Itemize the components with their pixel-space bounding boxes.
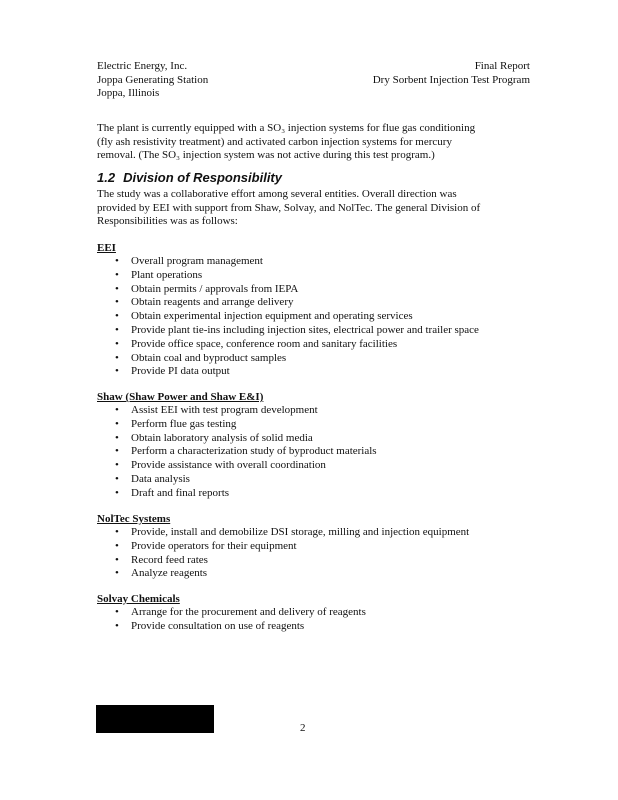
intro-paragraph [97, 122, 537, 163]
group-shaw [97, 390, 377, 501]
section-title-text: Division of Responsibility [123, 170, 282, 185]
station-name: Joppa Generating Station [97, 73, 209, 86]
list-item: • Provide assistance with overall coordination [97, 459, 377, 473]
section-intro [97, 188, 480, 229]
report-type: Final Report [474, 60, 530, 72]
page-number: 2 [300, 722, 306, 734]
list-item: • Plant operations [97, 269, 479, 283]
header-right [373, 60, 530, 87]
list-item: • Obtain experimental injection equipment and operating services [97, 310, 479, 324]
list-item: • Obtain coal and byproduct samples [97, 352, 479, 366]
location: Joppa, Illinois [97, 87, 160, 99]
group-eei [97, 241, 479, 379]
group-heading: NolTec Systems [97, 513, 171, 525]
bullet-list [97, 526, 469, 581]
list-item: • Provide operators for their equipment [97, 540, 469, 554]
list-item: • Provide, install and demobilize DSI storage, milling and injection equipment [97, 526, 469, 540]
group-heading: EEI [97, 242, 116, 254]
list-item: • Assist EEI with test program development [97, 404, 377, 418]
bullet-list [97, 404, 377, 501]
bullet-list [97, 255, 479, 379]
list-item: • Provide consultation on use of reagents [97, 620, 366, 634]
list-item: • Provide office space, conference room and sanitary facilities [97, 338, 479, 352]
list-item: • Draft and final reports [97, 487, 377, 501]
list-item: • Obtain permits / approvals from IEPA [97, 283, 479, 297]
list-item: • Perform a characterization study of byproduct materials [97, 445, 377, 459]
list-item: • Record feed rates [97, 554, 469, 568]
company-name: Electric Energy, Inc. [97, 60, 188, 72]
group-solvay [97, 592, 366, 634]
section-title [97, 170, 290, 185]
bullet-list [97, 606, 366, 634]
section-number: 1.2 [97, 170, 116, 185]
group-heading: Shaw (Shaw Power and Shaw E&I) [97, 391, 264, 403]
redaction-block [96, 705, 214, 733]
paragraph-line: removal. (The SO₃ injection system was not active during this test program.) [97, 149, 435, 161]
list-item: • Data analysis [97, 473, 377, 487]
paragraph-line: The plant is currently equipped with a SO₃ injection systems for flue gas conditioning [97, 122, 476, 134]
paragraph-line: provided by EEI with support from Shaw, Solvay, and NolTec. The general Division of [97, 201, 481, 214]
header-left [97, 60, 208, 101]
list-item: • Perform flue gas testing [97, 418, 377, 432]
paragraph-line: Responsibilities was as follows: [97, 215, 238, 227]
list-item: • Arrange for the procurement and delivery of reagents [97, 606, 366, 620]
list-item: • Provide plant tie-ins including injection sites, electrical power and trailer space [97, 324, 479, 338]
list-item: • Provide PI data output [97, 365, 479, 379]
list-item: • Obtain reagents and arrange delivery [97, 296, 479, 310]
group-heading: Solvay Chemicals [97, 593, 180, 605]
list-item: • Analyze reagents [97, 567, 469, 581]
list-item: • Overall program management [97, 255, 479, 269]
program-name: Dry Sorbent Injection Test Program [372, 73, 530, 86]
paragraph-line: (fly ash resistivity treatment) and activated carbon injection systems for mercury [97, 135, 452, 148]
list-item: • Obtain laboratory analysis of solid media [97, 432, 377, 446]
paragraph-line: The study was a collaborative effort among several entities. Overall direction was [97, 188, 457, 200]
group-noltec [97, 512, 469, 581]
